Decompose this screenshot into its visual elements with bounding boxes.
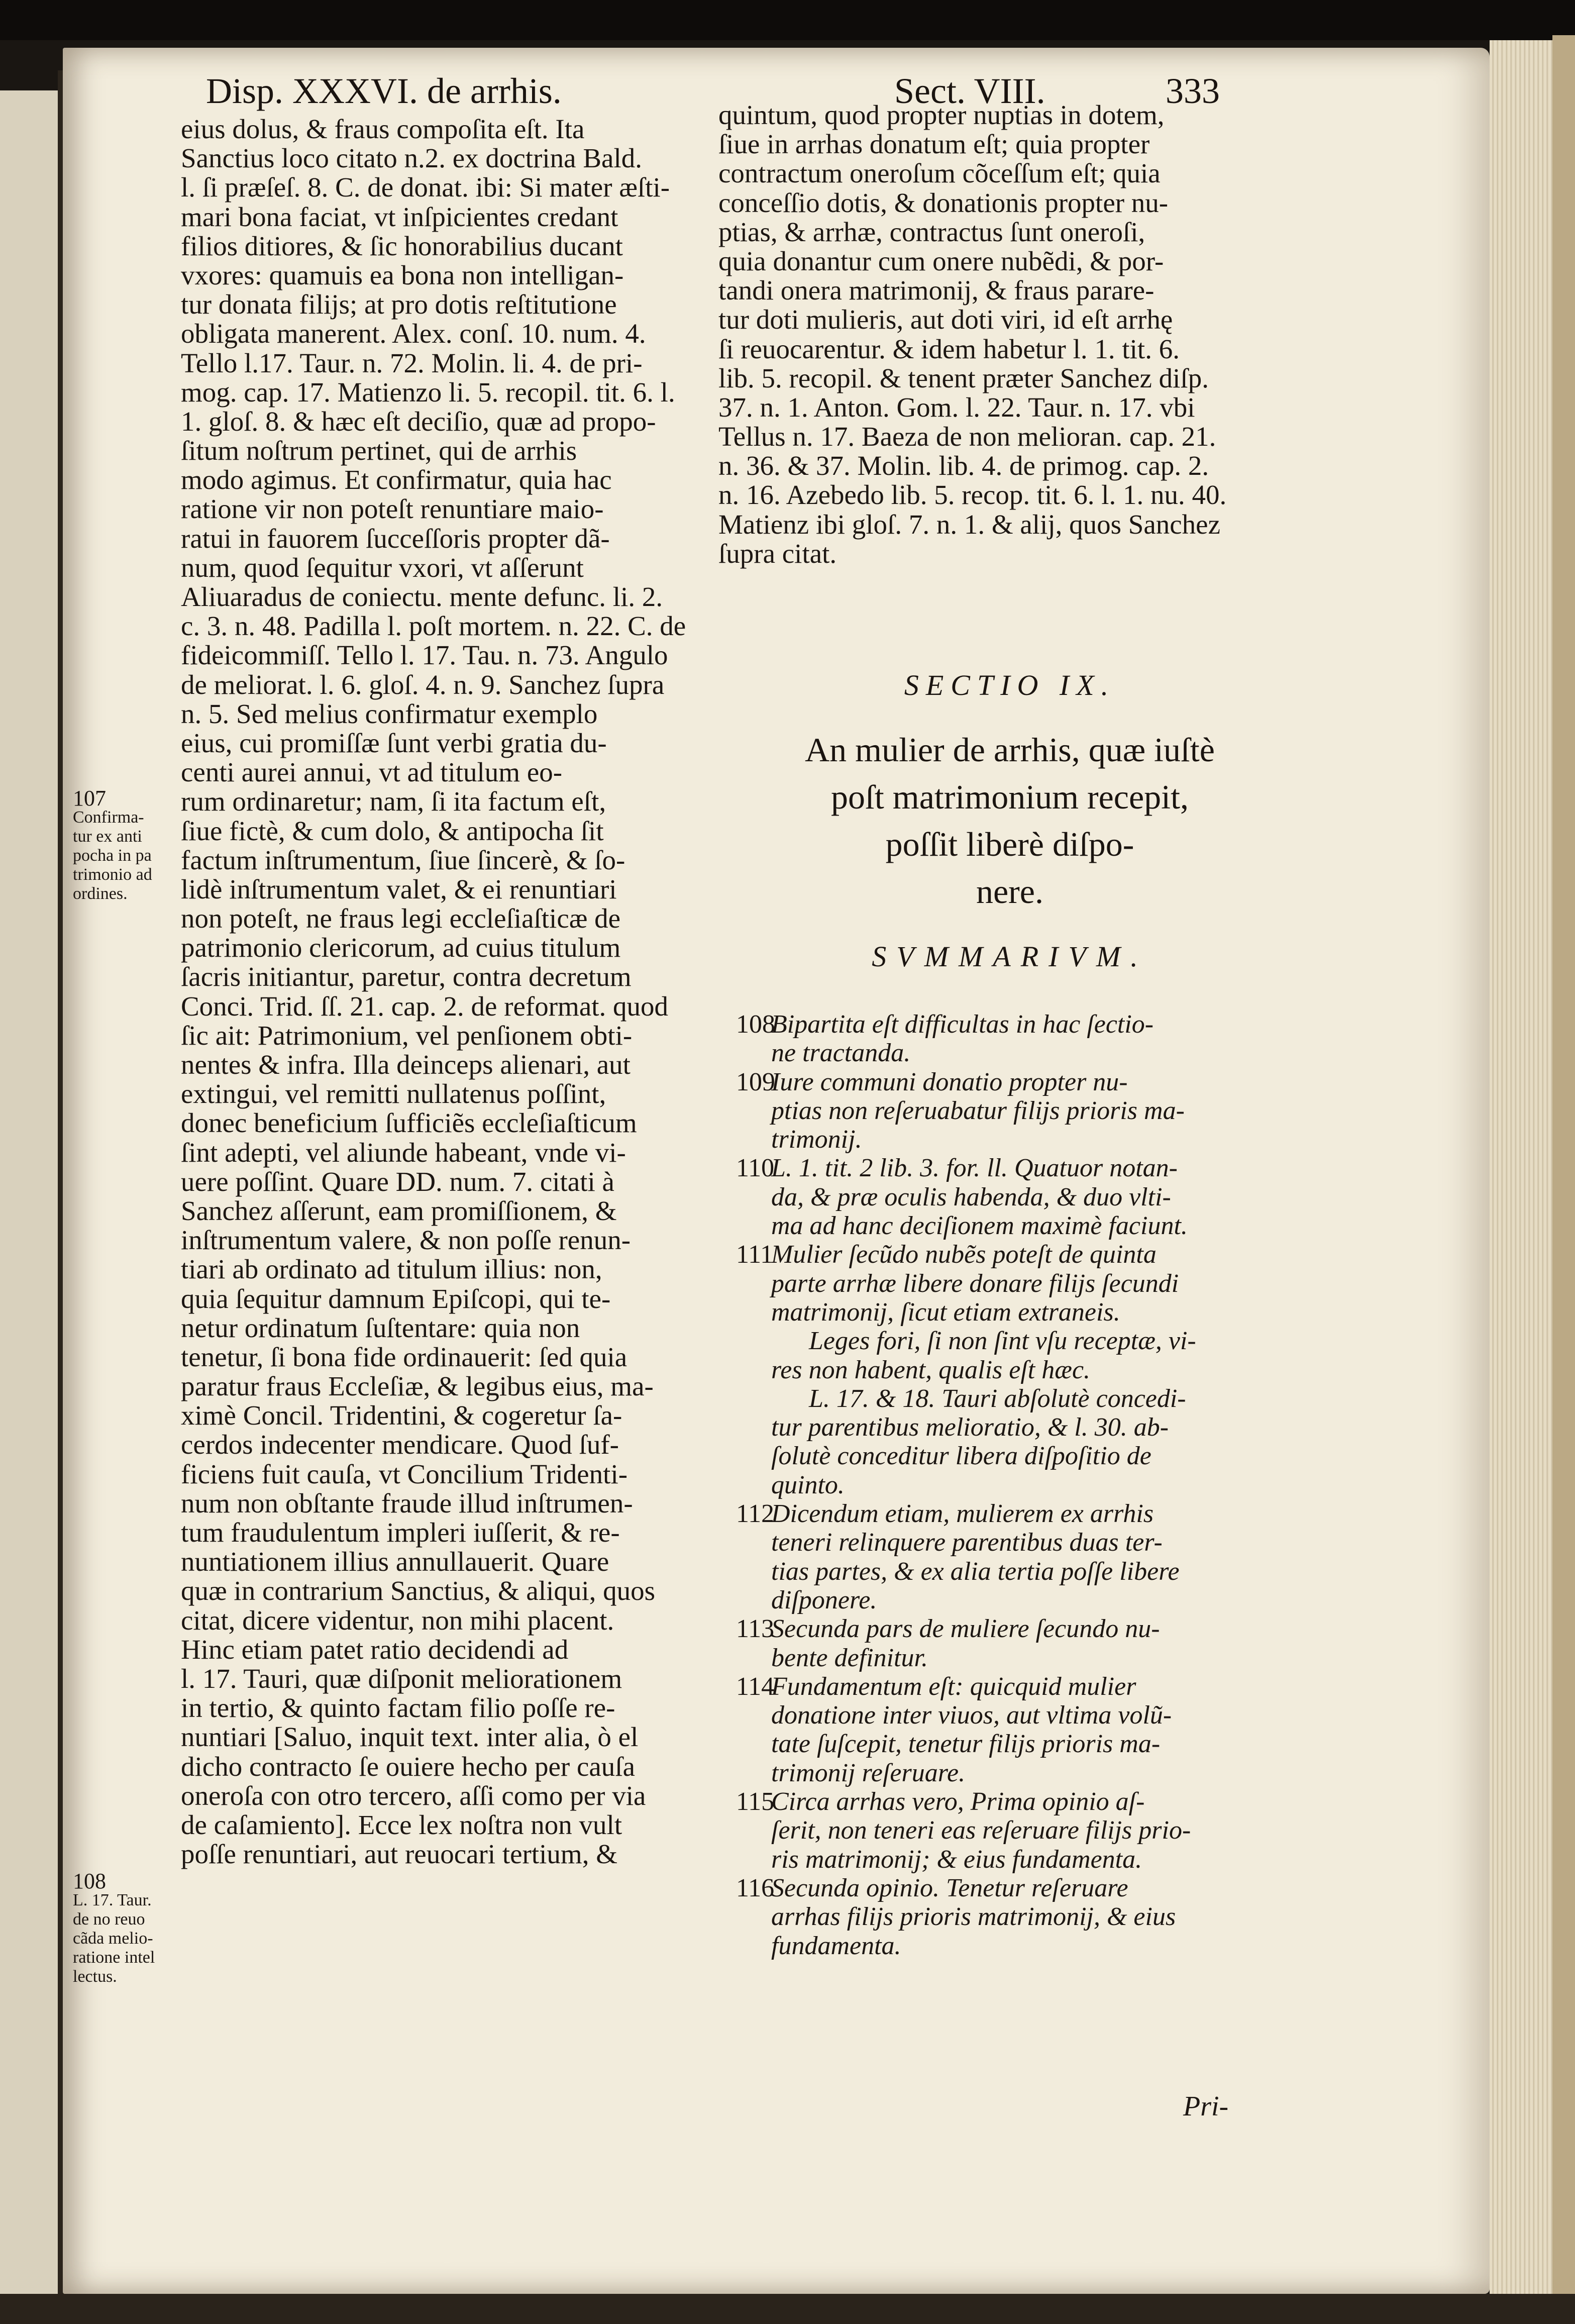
summary-text: bente definitur.	[771, 1643, 928, 1672]
text-line: ximè Concil. Tridentini, & cogeretur ſa-	[181, 1400, 622, 1431]
summary-text: Iure communi donatio propter nu-	[771, 1067, 1128, 1096]
summary-number: 110	[736, 1154, 775, 1183]
summary-line	[736, 1528, 1309, 1557]
text-line: ſitum noſtrum pertinet, qui de arrhis	[181, 435, 577, 466]
summary-text: Fundamentum eſt: quicquid mulier	[771, 1672, 1136, 1701]
text-line: patrimonio clericorum, ad cuius titulum	[181, 932, 621, 963]
summary-text: Bipartita eſt difficultas in hac ſectio-	[771, 1010, 1154, 1039]
text-line: uere poſſint. Quare DD. num. 7. citati à	[181, 1166, 614, 1197]
text-line: Tellus n. 17. Baeza de non melioran. cap. 21.	[718, 421, 1216, 452]
text-line: mari bona faciat, vt inſpicientes credant	[181, 201, 618, 232]
text-line: de meliorat. l. 6. gloſ. 4. n. 9. Sanchez ſupra	[181, 669, 665, 700]
right-text-column	[718, 100, 1296, 568]
summary-line	[736, 1298, 1309, 1327]
text-line: ratui in fauorem ſucceſſoris propter dã-	[181, 523, 610, 554]
text-line: nentes & infra. Illa deinceps alienari, aut	[181, 1049, 631, 1080]
summary-text: ſerit, non teneri eas reſeruare filijs prio-	[771, 1816, 1191, 1845]
summary-text: fundamenta.	[771, 1931, 901, 1960]
text-line: dicho contracto ſe ouiere hecho per cauſa	[181, 1751, 635, 1782]
summary-text: ptias non reſeruabatur filijs prioris ma-	[771, 1096, 1185, 1125]
text-line: 37. n. 1. Anton. Gom. l. 22. Taur. n. 17. vbi	[718, 391, 1195, 423]
summary-line	[736, 1068, 1309, 1096]
text-line: num non obſtante fraude illud inſtrumen-	[181, 1487, 633, 1519]
summary-text: L. 17. & 18. Tauri abſolutè concedi-	[809, 1384, 1186, 1413]
summary-text: arrhas filijs prioris matrimonij, & eius	[771, 1902, 1176, 1932]
summary-line	[736, 1557, 1309, 1586]
text-line: ſiue in arrhas donatum eſt; quia propter	[718, 129, 1150, 160]
question-line: poſt matrimonium recepit,	[831, 778, 1189, 816]
summary-text: quinto.	[771, 1470, 845, 1499]
text-line: ſic ait: Patrimonium, vel penſionem obti-	[181, 1020, 633, 1051]
margin-note-line: lectus.	[73, 1967, 117, 1986]
summary-line	[736, 1442, 1309, 1470]
text-line: extingui, vel remitti nullatenus poſſint,	[181, 1078, 606, 1109]
text-line: factum inſtrumentum, ſiue ſincerè, & ſo-	[181, 844, 625, 875]
margin-note-number: 108	[73, 1869, 106, 1893]
text-line: Conci. Trid. ſſ. 21. cap. 2. de reformat. quod	[181, 990, 669, 1022]
summary-number: 114	[736, 1672, 775, 1701]
text-line: l. ſi præſeſ. 8. C. de donat. ibi: Si mater æſti-	[181, 172, 670, 203]
summary-number: 109	[736, 1067, 775, 1096]
section-question	[723, 726, 1296, 915]
text-line: ſacris initiantur, paretur, contra decretum	[181, 961, 632, 992]
summary-text: diſponere.	[771, 1585, 877, 1614]
text-line: Tello l.17. Taur. n. 72. Molin. li. 4. de pri-	[181, 347, 643, 378]
text-line: ſi reuocarentur. & idem habetur l. 1. tit. 6.	[718, 333, 1180, 364]
text-line: netur ordinatum ſuſtentare: quia non	[181, 1312, 580, 1343]
margin-note-line: pocha in pa	[73, 846, 152, 865]
summary-line	[736, 1672, 1309, 1701]
text-line: tur donata filijs; at pro dotis reſtitutione	[181, 289, 617, 320]
text-line: 1. gloſ. 8. & hæc eſt deciſio, quæ ad propo-	[181, 406, 656, 437]
text-line: num, quod ſequitur vxori, vt aſſerunt	[181, 552, 584, 583]
text-line: cerdos indecenter mendicare. Quod ſuf-	[181, 1429, 619, 1460]
summary-line	[736, 1010, 1309, 1039]
margin-note-line: L. 17. Taur.	[73, 1891, 152, 1909]
margin-note-line: ordines.	[73, 884, 128, 903]
summary-line	[736, 1125, 1309, 1154]
margin-note-line: tur ex anti	[73, 827, 142, 846]
summary-line	[736, 1614, 1309, 1643]
summary-list	[736, 1010, 1309, 1960]
text-line: rum ordinaretur; nam, ſi ita factum eſt,	[181, 786, 606, 817]
text-line: Sanchez aſſerunt, eam promiſſionem, &	[181, 1195, 617, 1226]
summary-line	[736, 1759, 1309, 1787]
summary-text: da, & præ oculis habenda, & duo vlti-	[771, 1182, 1171, 1211]
text-line: Sanctius loco citato n.2. ex doctrina Bald.	[181, 143, 642, 174]
summary-text: Circa arrhas vero, Prima opinio aſ-	[771, 1787, 1145, 1816]
summary-line	[736, 1269, 1309, 1298]
summary-line	[736, 1902, 1309, 1931]
text-line: modo agimus. Et confirmatur, quia hac	[181, 464, 612, 495]
summary-number: 111	[736, 1240, 774, 1269]
text-line: ratione vir non poteſt renuntiare maio-	[181, 493, 604, 525]
summary-number: 116	[736, 1873, 775, 1902]
margin-note-line: ratione intel	[73, 1948, 155, 1967]
text-line: quæ in contrarium Sanctius, & aliqui, quos	[181, 1575, 656, 1606]
top-dark-border	[0, 0, 1575, 40]
summary-line	[736, 1211, 1309, 1240]
text-line: contractum oneroſum cõceſſum eſt; quia	[718, 158, 1161, 189]
text-line: lidè inſtrumentum valet, & ei renuntiari	[181, 873, 617, 904]
text-line: ſint adepti, vel aliunde habeant, vnde vi-	[181, 1137, 626, 1168]
text-line: quintum, quod propter nuptias in dotem,	[718, 99, 1165, 130]
summary-text: Mulier ſecũdo nubẽs poteſt de quinta	[771, 1240, 1157, 1269]
text-line: non poteſt, ne fraus legi eccleſiaſticæ de	[181, 903, 621, 934]
text-line: tum fraudulentum impleri iuſſerit, & re-	[181, 1517, 620, 1548]
summary-text: teneri relinquere parentibus duas ter-	[771, 1528, 1163, 1557]
question-line: poſſit liberè diſpo-	[885, 825, 1134, 863]
summary-line	[736, 1701, 1309, 1730]
summary-text: Secunda pars de muliere ſecundo nu-	[771, 1614, 1160, 1644]
margin-note-line: de no reuo	[73, 1910, 145, 1929]
text-line: in tertio, & quinto factam filio poſſe re-	[181, 1692, 615, 1724]
running-head-section: Sect. VIII.	[894, 71, 1045, 111]
margin-note-line: cãda melio-	[73, 1929, 153, 1948]
margin-note-108	[73, 1869, 166, 1986]
summary-text: parte arrhæ libere donare filijs ſecundi	[771, 1269, 1179, 1298]
bottom-dark-border	[0, 2294, 1575, 2324]
text-line: lib. 5. recopil. & tenent præter Sanchez diſp.	[718, 362, 1209, 393]
summary-number: 113	[736, 1614, 775, 1644]
text-line: ſiue fictè, & cum dolo, & antipocha ſit	[181, 815, 604, 846]
text-line: tandi onera matrimonij, & fraus parare-	[718, 275, 1154, 306]
text-line: Matienz ibi gloſ. 7. n. 1. & alij, quos Sanchez	[718, 509, 1220, 540]
text-line: eius dolus, & fraus compoſita eſt. Ita	[181, 114, 585, 144]
text-line: tur doti mulieris, aut doti viri, id eſt arrhę	[718, 304, 1173, 335]
summary-line	[736, 1183, 1309, 1211]
margin-note-107	[73, 786, 166, 903]
summary-text: L. 1. tit. 2 lib. 3. for. ll. Quatuor notan-	[771, 1154, 1178, 1183]
text-line: quia donantur cum onere nubẽdi, & por-	[718, 245, 1164, 276]
left-page-edge	[0, 90, 58, 2316]
summary-line	[736, 1240, 1309, 1269]
summary-text: donatione inter viuos, aut vltima volũ-	[771, 1701, 1172, 1730]
summary-line	[736, 1327, 1309, 1355]
summary-line	[736, 1874, 1309, 1902]
text-line: n. 5. Sed melius confirmatur exemplo	[181, 698, 598, 729]
summary-text: matrimonij, ſicut etiam extraneis.	[771, 1297, 1120, 1327]
summary-line	[736, 1413, 1309, 1442]
summary-line	[736, 1471, 1309, 1499]
text-line: ficiens fuit cauſa, vt Concilium Tridenti-	[181, 1458, 628, 1489]
text-line: nuntiari [Saluo, inquit text. inter alia, ò el	[181, 1722, 639, 1753]
margin-note-line: trimonio ad	[73, 865, 152, 884]
summary-line	[736, 1154, 1309, 1182]
summary-line	[736, 1356, 1309, 1384]
text-line: de caſamiento]. Ecce lex noſtra non vult	[181, 1809, 622, 1840]
summary-line	[736, 1816, 1309, 1845]
text-line: paratur fraus Eccleſiæ, & legibus eius, ma-	[181, 1371, 654, 1402]
page-stack-outer	[1552, 35, 1575, 2324]
summary-number: 112	[736, 1499, 775, 1529]
margin-note-number: 107	[73, 786, 106, 811]
catchword: Pri-	[1183, 2091, 1229, 2122]
margin-note-line: Confirma-	[73, 808, 144, 827]
summary-line	[736, 1499, 1309, 1528]
text-line: n. 36. & 37. Molin. lib. 4. de primog. cap. 2.	[718, 450, 1209, 481]
summary-text: tur parentibus melioratio, & l. 30. ab-	[771, 1413, 1169, 1442]
summary-text: trimonij.	[771, 1125, 862, 1154]
text-line: mog. cap. 17. Matienzo li. 5. recopil. tit. 6. l.	[181, 376, 675, 408]
summary-number: 108	[736, 1010, 775, 1039]
text-line: obligata manerent. Alex. conſ. 10. num. 4.	[181, 318, 646, 349]
summary-text: res non habent, qualis eſt hæc.	[771, 1355, 1091, 1384]
summary-text: tias partes, & ex alia tertia poſſe libere	[771, 1557, 1180, 1586]
summary-line	[736, 1730, 1309, 1758]
text-line: Aliuaradus de coniectu. mente defunc. li. 2.	[181, 581, 663, 612]
summarium-heading: SVMMARIVM.	[872, 940, 1148, 973]
page-number: 333	[1166, 71, 1220, 111]
summary-text: Dicendum etiam, mulierem ex arrhis	[771, 1499, 1154, 1529]
summary-line	[736, 1586, 1309, 1614]
summary-line	[736, 1644, 1309, 1672]
summary-text: trimonij reſeruare.	[771, 1758, 966, 1787]
text-line: fideicommiſſ. Tello l. 17. Tau. n. 73. Angulo	[181, 640, 668, 671]
summary-line	[736, 1787, 1309, 1816]
text-line: conceſſio dotis, & donationis propter nu-	[718, 187, 1169, 218]
summary-line	[736, 1039, 1309, 1067]
summary-line	[736, 1096, 1309, 1125]
section-title: SECTIO IX.	[904, 669, 1116, 701]
text-line: centi aurei annui, vt ad titulum eo-	[181, 757, 563, 788]
running-head-left: Disp. XXXVI. de arrhis.	[206, 71, 562, 111]
text-line: l. 17. Tauri, quæ diſponit meliorationem	[181, 1663, 622, 1694]
summary-text: ma ad hanc deciſionem maximè faciunt.	[771, 1211, 1188, 1241]
text-line: inſtrumentum valere, & non poſſe renun-	[181, 1225, 631, 1256]
text-line: quia ſequitur damnum Epiſcopi, qui te-	[181, 1283, 611, 1314]
text-line: filios ditiores, & ſic honorabilius ducant	[181, 230, 623, 261]
text-line: n. 16. Azebedo lib. 5. recop. tit. 6. l. 1. nu. 40.	[718, 479, 1227, 511]
text-line: donec beneficium ſufficiẽs eccleſiaſticum	[181, 1107, 637, 1139]
text-line: tiari ab ordinato ad titulum illius: non,	[181, 1254, 602, 1285]
summary-line	[736, 1932, 1309, 1960]
summary-text: ſolutè conceditur libera diſpoſitio de	[771, 1442, 1151, 1471]
text-line: oneroſa con otro tercero, aſſi como per via	[181, 1780, 646, 1811]
text-line: vxores: quamuis ea bona non intelligan-	[181, 259, 624, 290]
summary-text: Leges fori, ſi non ſint vſu receptæ, vi-	[809, 1327, 1196, 1356]
text-line: tenetur, ſi bona fide ordinauerit: ſed quia	[181, 1341, 627, 1372]
text-line: ptias, & arrhæ, contractus ſunt oneroſi,	[718, 216, 1145, 247]
text-line: c. 3. n. 48. Padilla l. poſt mortem. n. 22. C. de	[181, 611, 686, 642]
text-line: ſupra citat.	[718, 538, 837, 569]
text-line: citat, dicere videntur, non mihi placent.	[181, 1604, 614, 1636]
question-line: An mulier de arrhis, quæ iuſtè	[805, 731, 1215, 769]
summary-text: ne tractanda.	[771, 1039, 911, 1068]
left-text-column	[181, 115, 708, 1869]
text-line: Hinc etiam patet ratio decidendi ad	[181, 1634, 569, 1665]
summary-text: tate ſuſcepit, tenetur filijs prioris ma-	[771, 1730, 1161, 1759]
question-line: nere.	[976, 872, 1043, 911]
summary-text: ris matrimonij; & eius fundamenta.	[771, 1845, 1142, 1874]
text-line: nuntiationem illius annullauerit. Quare	[181, 1546, 609, 1577]
summary-text: Secunda opinio. Tenetur reſeruare	[771, 1873, 1128, 1902]
summary-line	[736, 1384, 1309, 1413]
text-line: poſſe renuntiari, aut reuocari tertium, &	[181, 1839, 617, 1870]
text-line: eius, cui promiſſæ ſunt verbi gratia du-	[181, 727, 607, 758]
summary-number: 115	[736, 1787, 775, 1816]
summary-line	[736, 1845, 1309, 1874]
